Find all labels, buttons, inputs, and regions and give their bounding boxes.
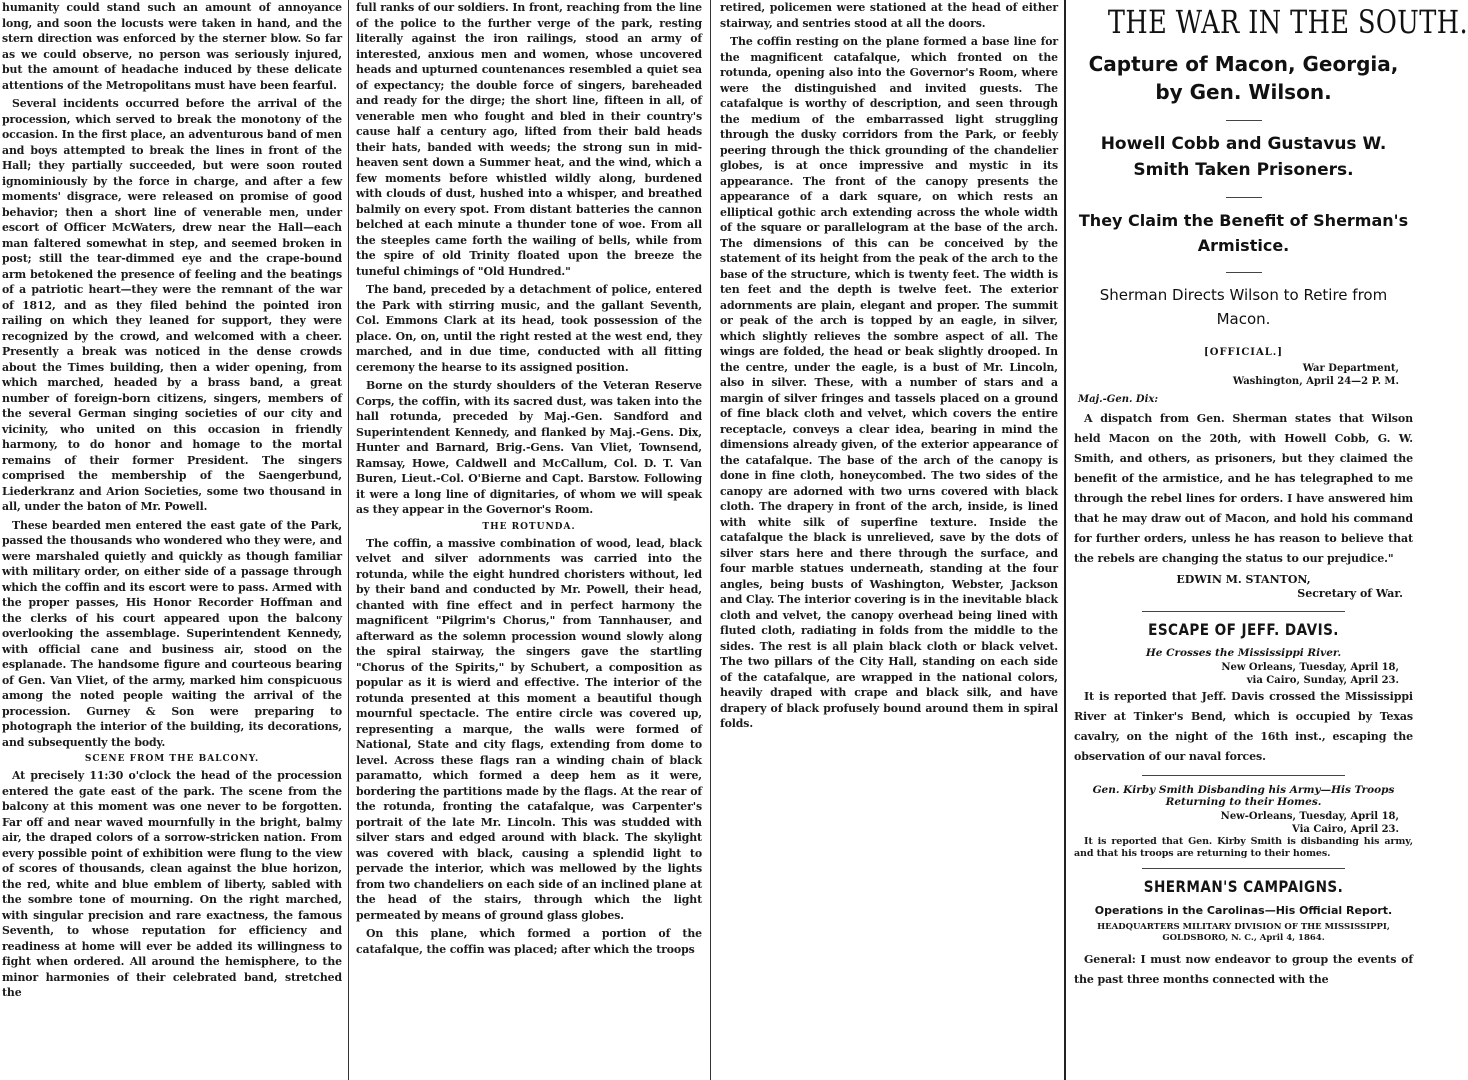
paragraph: On this plane, which formed a portion of the catafalque, the coffin was placed; after which the troops — [356, 927, 702, 956]
paragraph: These bearded men entered the east gate of the Park, passed the thousands who wondered who they were, and were marshaled quietly and quickly as though familiar with military order, on either side of a passage through which the coffin and its escort were to pass. Armed with the proper passes, His Honor Recorder Hoffman and the clerks of his court appeared upon the balcony overlooking the assemblage. Superintendent Kennedy, with official cane and business air, stood on the esplanade. The handsome figure and courteous bearing of Gen. Van Vliet, of the army, marked him conspicuous among the noted people waiting the arrival of the procession. Gurney & Son were preparing to photograph the interior of the building, its decorations, and subsequently the body. — [2, 518, 342, 749]
dateline: New Orleans, Tuesday, April 18, — [1221, 662, 1399, 673]
dateline: War Department, — [1302, 363, 1399, 374]
divider — [1142, 611, 1345, 612]
paragraph: At precisely 11:30 o'clock the head of the procession entered the gate east of the park. The scene from the balcony at this moment was one never to be forgotten. Far off and near waved mournfully in the bright, balmy air, the draped colors of a sorrow-stricken nation. From every possible point of exhibition were flung to the view of scores of thousands, clean against the blue horizon, the red, white and blue emblem of liberty, sabled with the sombre tone of mourning. On the right marched, with singular precision and rare exactness, the famous Seventh, to whose reputation for efficiency and readiness at home will ever be added its willingness to fight when ordered. All around the hemisphere, to the minor harmonies of their celebrated band, stretched the — [2, 769, 342, 999]
official-label: [OFFICIAL.] — [1204, 347, 1283, 358]
paragraph: The coffin resting on the plane formed a base line for the magnificent catafalque, which fronted on the rotunda, opening also into the Governor's Room, where were the distinguished and invited guests. The catafalque is worthy of description, and seen through the medium of the embarrassed light struggling through the dusky corridors from the Park, or feebly peering through the thick grounding of the chandelier globes, is at once impressive and mystic in its appearance. The front of the canopy presents the appearance of a dark square, on which rests an elliptical gothic arch extending across the whole width of the square or parallelogram at the base of the arch. The dimensions of this can be conceived by the statement of its height from the peak of the arch to the base of the structure, which is twenty feet. The width is ten feet and the depth is twelve feet. The exterior adornments are plain, elegant and proper. The summit or peak of the arch is topped by an eagle, in silver, which slightly relieves the sombre aspect of all. The wings are folded, the head or beak slightly drooped. In the centre, under the eagle, is a bust of Mr. Lincoln, also in silver. These, with a number of stars and a margin of silver fringes and tassels placed on a ground of fine black cloth and velvet, which covers the entire receptacle, conveys a clear idea, bearing in mind the dimensions already given, of the exterior appearance of the catafalque. The base of the arch of the canopy is done in fine cloth, honeycombed. The two sides of the canopy are adorned with two urns covered with black cloth. The drapery in front of the arch, inside, is lined with white silk of superfine texture. Inside the catafalque the black is unrelieved, save by the dots of silver stars here and there through the surface, and four marble statues underneath, standing at the four angles, being busts of Washington, Webster, Jackson and Clay. The interior covering is in the inevitable black cloth and velvet, the canopy overhead being lined with fluted cloth, radiating in folds from the middle to the sides. The rest is all plain black cloth or black velvet. The two pillars of the City Hall, standing on each side of the catafalque, are wrapped in the national colors, heavily draped with crape and black silk, and have drapery of black profusely bound around them in spiral folds. — [720, 35, 1058, 730]
section-subhead: SCENE FROM THE BALCONY. — [84, 754, 260, 764]
column-rule — [710, 0, 711, 1080]
column-rule — [1064, 0, 1066, 1080]
divider — [1142, 868, 1345, 869]
dispatch-text: A dispatch from Gen. Sherman states that Wilson held Macon on the 20th, with Howell Cobb, G. W. Smith, and others, as prisoners, but they claimed the benefit of the armistice, and he has telegraphed to me through the rebel lines for orders. I have answered him that he may draw out of Macon, and hold his command for further orders, unless he has reason to believe that the rebels are changing the status to our prejudice." — [1074, 412, 1413, 565]
paragraph: Several incidents occurred before the arrival of the procession, which served to break the monotony of the occasion. In the first place, an adventurous band of men and boys attempted to break the lines in front of the Hall; they partially succeeded, but were soon routed ignominiously by the force in charge, and after a few moments' disgrace, were released on promise of good behavior; then a short line of venerable men, under escort of Officer McWaters, drew near the Hall—each man faltered somewhat in step, and seemed broken in post; still the tear-dimmed eye and the crape-bound arm betokened the presence of feeling and the beatings of a patriotic heart—they were the remnant of the war of 1812, and as they filed behind the pointed iron railing on which they leaned for support, they were recognized by the crowd, and welcomed with a cheer. Presently a break was noticed in the dense crowds about the Times building, then a wider opening, from which marched, headed by a brass band, a great number of foreign-born citizens, singers, members of the several German singing societies of our city and vicinity, who united on this occasion in friendly harmony, to do honor and homage to the mortal remains of their former President. The singers comprised the membership of the Saengerbund, Liederkranz and Arion Societies, some two thousand in all, under the baton of Mr. Powell. — [2, 97, 342, 513]
sub-headline: Operations in the Carolinas—His Official Report. — [1094, 904, 1393, 917]
column-4 — [1068, 0, 1468, 1080]
paragraph: The coffin, a massive combination of wood, lead, black velvet and silver adornments was carried into the rotunda, while the eight hundred choristers without, led by their band and conducted by Mr. Powell, their head, chanted with fine effect and in perfect harmony the magnificent "Pilgrim's Chorus," from Tannhauser, and afterward as the solemn procession wound slowly along the spiral stairway, the singers gave the startling "Chorus of the Spirits," by Schubert, a composition as popular as it is wierd and effective. The interior of the rotunda presented at this moment a beautiful though mournful spectacle. The entire circle was covered up, representing a marque, the walls were formed of National, State and city flags, extending from dome to level. Across these flags ran a winding chain of black paramatto, which formed a deep hem as it were, bordering the partitions made by the flags. At the rear of the rotunda, fronting the catafalque, was Carpenter's portrait of the late Mr. Lincoln. This was studded with silver stars and edged around with black. The skylight was covered with black, causing a splendid light to pervade the interior, which was mellowed by the lights from two chandeliers on each side of an inclined plane at the head of the stairs, through which the light permeated by means of ground glass globes. — [356, 536, 702, 922]
main-headline: THE WAR IN THE SOUTH. — [1107, 3, 1468, 41]
dateline: New-Orleans, Tuesday, April 18, — [1220, 811, 1399, 822]
dateline: Via Cairo, April 23. — [1292, 824, 1399, 835]
divider — [1226, 120, 1262, 121]
section-headline: ESCAPE OF JEFF. DAVIS. — [1148, 620, 1339, 639]
headline-deck-3: They Claim the Benefit of Sherman's Armistice. — [1078, 211, 1409, 255]
signature-name: EDWIN M. STANTON, — [1176, 573, 1311, 586]
divider — [1226, 272, 1262, 273]
news-text: It is reported that Jeff. Davis crossed the Mississippi River at Tinker's Bend, which is occupied by Texas cavalry, on the night of the 16th inst., escaping the observation of our naval forces. — [1074, 690, 1413, 763]
headline-deck-4: Sherman Directs Wilson to Retire from Macon. — [1099, 286, 1388, 328]
sub-headline: Gen. Kirby Smith Disbanding his Army—His Troops Returning to their Homes. — [1092, 784, 1395, 808]
paragraph: full ranks of our soldiers. In front, reaching from the line of the police to the further verge of the park, resting literally against the iron railings, stood an army of interested, anxious men and women, whose uncovered heads and upturned countenances resembled a quiet sea of expectancy; the double force of singers, bareheaded and ready for the dirge; the short line, fifteen in all, of venerable men who fought and bled in their country's cause half a century ago, lifted from their bald heads their hats, banded with weeds; the strong sun in mid-heaven sent down a Summer heat, and the wind, which a few moments before whistled wildly along, burdened with clouds of dust, hushed into a whisper, and breathed balmily on every spot. From distant batteries the cannon belched at each minute a thunder tone of woe. From all the steeples came forth the wailing of bells, while from the spire of old Trinity floated upon the breeze the tuneful chimings of "Old Hundred." — [356, 1, 702, 278]
dateline: Washington, April 24—2 P. M. — [1232, 376, 1399, 387]
column-2 — [352, 0, 706, 1080]
divider — [1226, 197, 1262, 198]
section-subhead: THE ROTUNDA. — [482, 521, 576, 532]
divider — [1142, 775, 1345, 776]
dateline: via Cairo, Sunday, April 23. — [1246, 675, 1399, 686]
column-3 — [716, 0, 1062, 1080]
headline-deck-1: Capture of Macon, Georgia, by Gen. Wilson. — [1088, 52, 1399, 104]
paragraph: The band, preceded by a detachment of police, entered the Park with stirring music, and the gallant Seventh, Col. Emmons Clark at its head, took possession of the place. On, on, until the right rested at the west end, they marched, and in due time, conducted with all fitting ceremony the hearse to its assigned position. — [356, 283, 702, 374]
section-headline: SHERMAN'S CAMPAIGNS. — [1143, 877, 1344, 896]
signature-title: Secretary of War. — [1297, 587, 1403, 600]
news-text: It is reported that Gen. Kirby Smith is disbanding his army, and that his troops are returning to their homes. — [1074, 836, 1413, 859]
paragraph: retired, policemen were stationed at the head of either stairway, and sentries stood at all the doors. — [720, 1, 1058, 30]
sub-headline: He Crosses the Mississippi River. — [1145, 647, 1342, 659]
headline-deck-2: Howell Cobb and Gustavus W. Smith Taken Prisoners. — [1100, 134, 1387, 180]
headquarters-line: HEADQUARTERS MILITARY DIVISION OF THE MISSISSIPPI, GOLDSBORO, N. C., April 4, 1864. — [1097, 922, 1390, 943]
news-text: General: I must now endeavor to group the events of the past three months connected with the — [1074, 953, 1413, 986]
paragraph: Borne on the sturdy shoulders of the Veteran Reserve Corps, the coffin, with its sacred dust, was taken into the hall rotunda, preceded by Maj.-Gen. Sandford and Superintendent Kennedy, and flanked by Maj.-Gens. Dix, Hunter and Barnard, Brig.-Gens. Van Vliet, Townsend, Ramsay, Howe, Caldwell and McCallum, Col. D. T. Van Buren, Lieut.-Col. O'Bierne and Capt. Barstow. Following it were a long line of dignitaries, of whom we will speak as they appear in the Governor's Room. — [356, 379, 702, 516]
paragraph: humanity could stand such an amount of annoyance long, and soon the locusts were taken in hand, and the stern direction was enforced by the sterner blow. So far as we could observe, no person was seriously injured, but the amount of headache induced by these delicate attentions of the Metropolitans must have been fearful. — [2, 1, 342, 92]
salutation: Maj.-Gen. Dix: — [1078, 394, 1159, 405]
column-1 — [0, 0, 346, 1080]
column-rule — [348, 0, 349, 1080]
